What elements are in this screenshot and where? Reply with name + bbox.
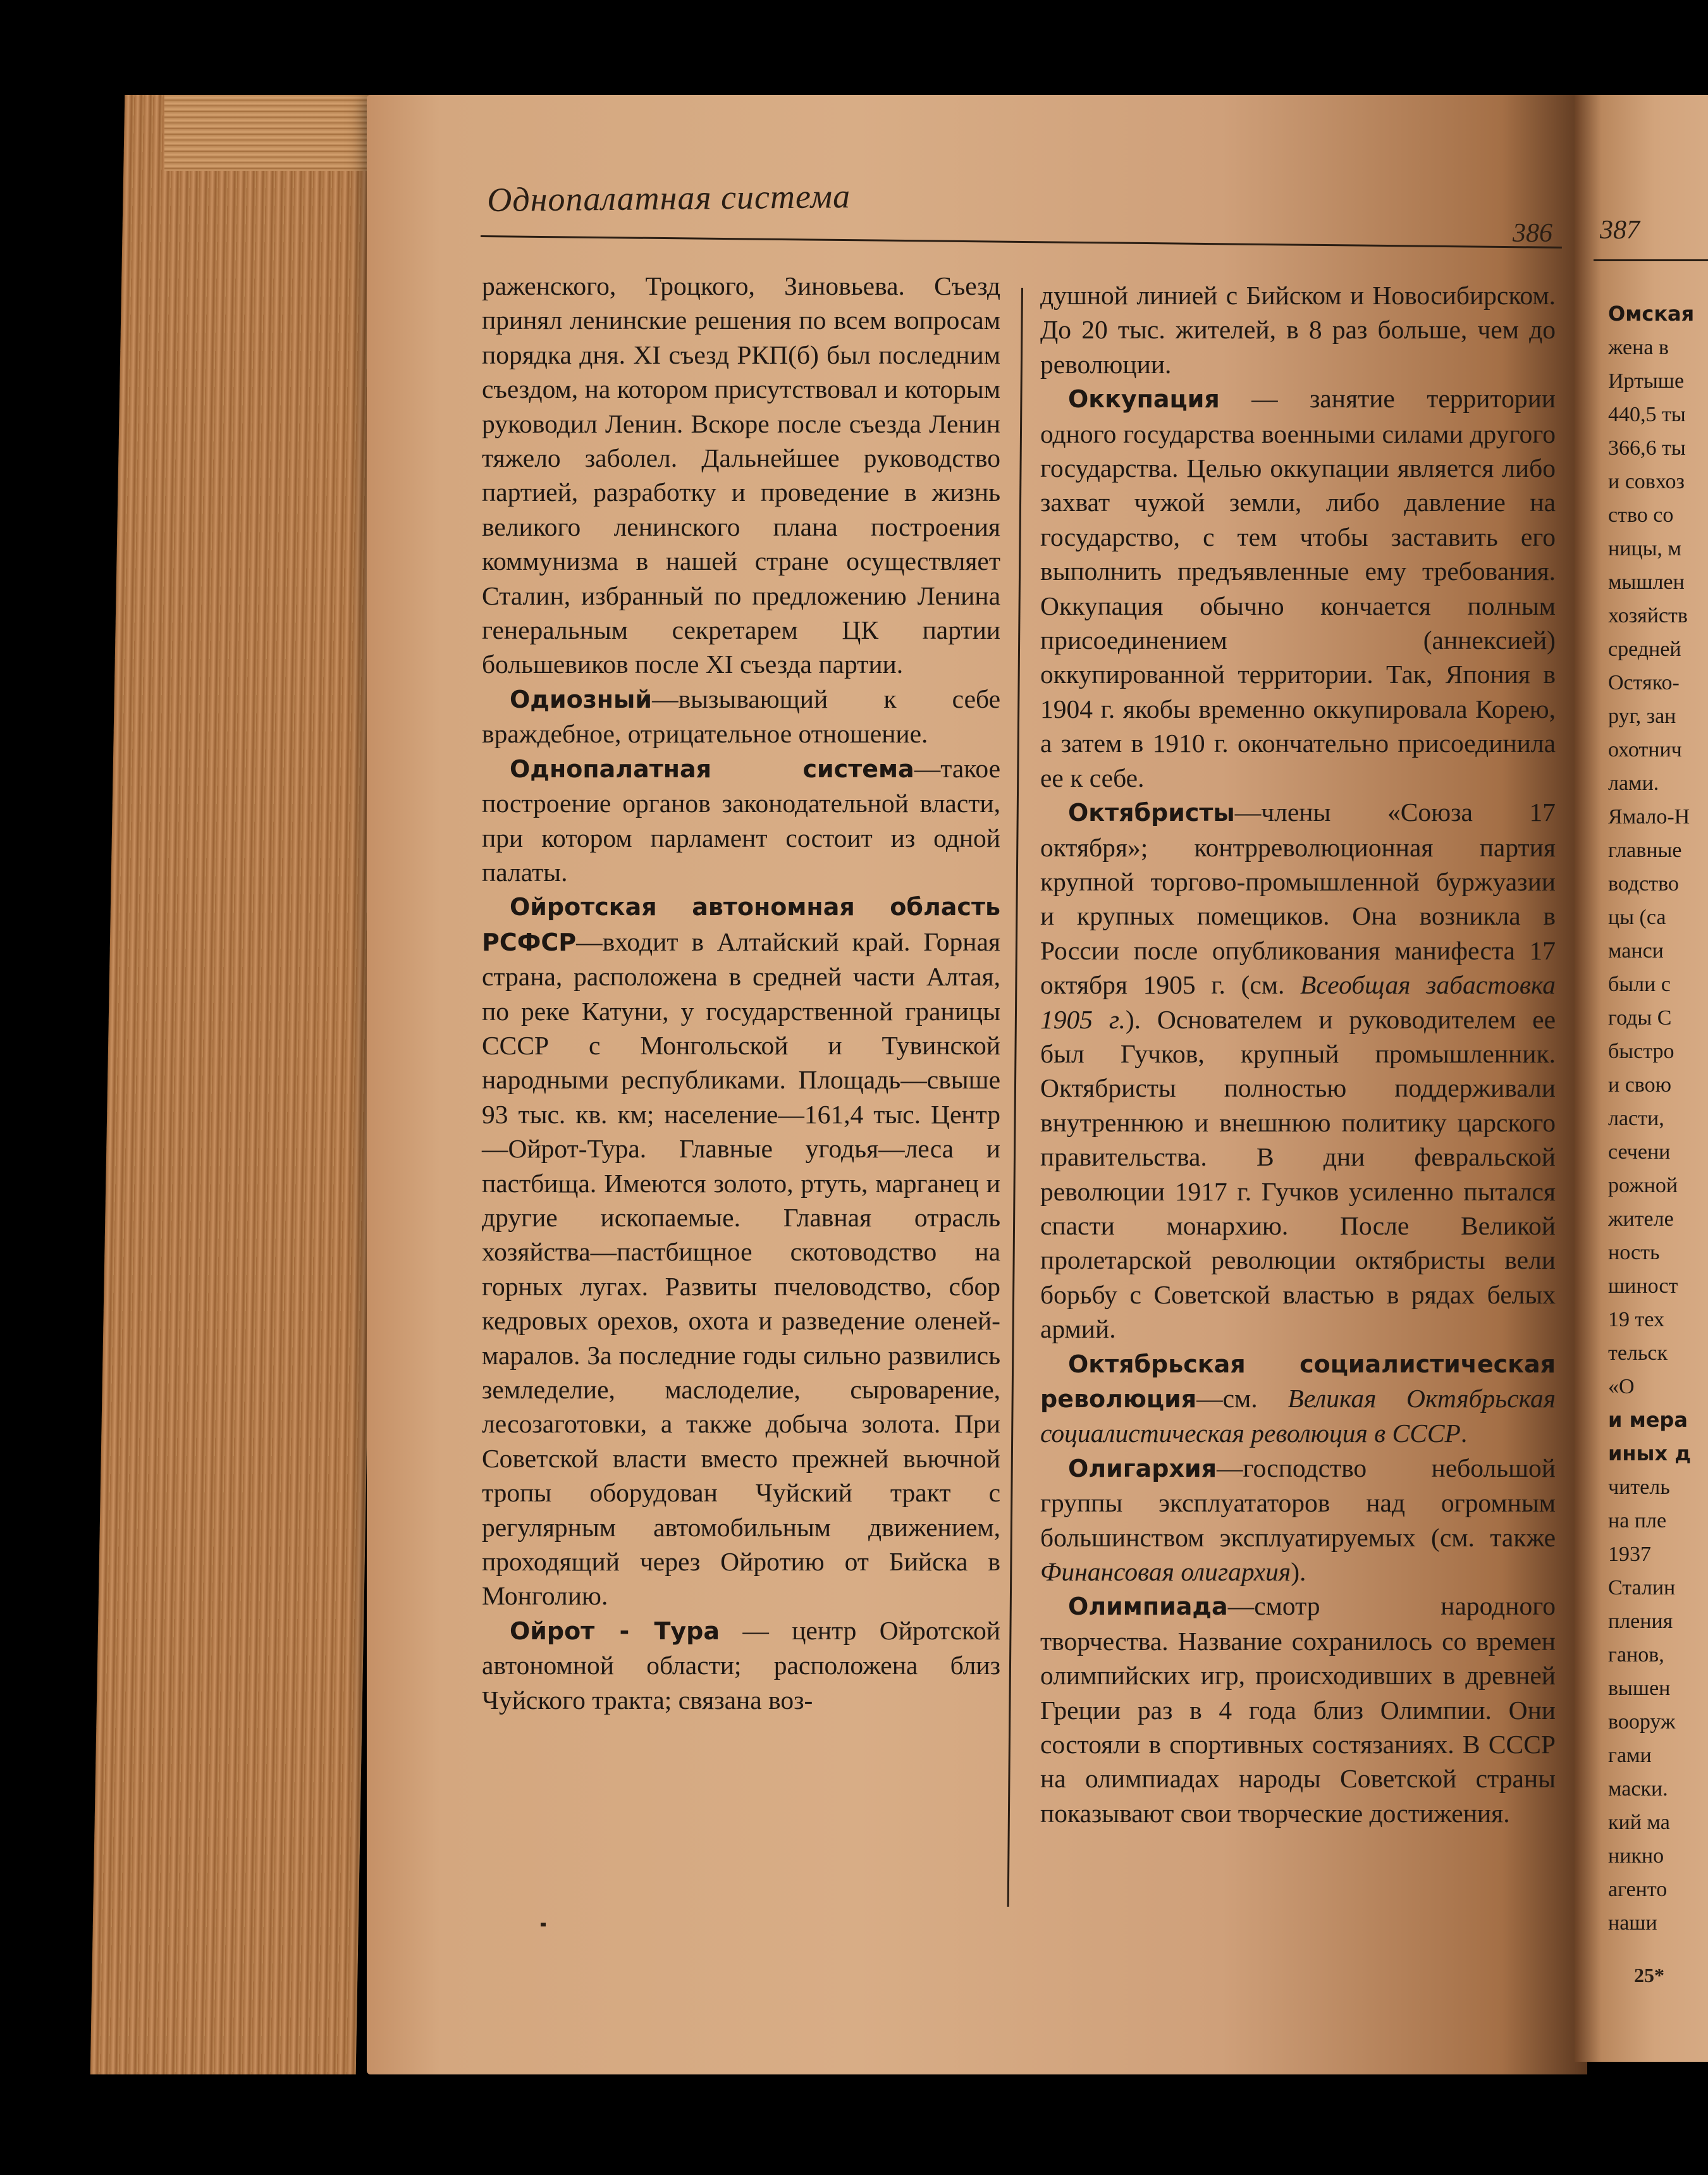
right-page-line: кий ма: [1608, 1811, 1670, 1834]
entry-text: —члены «Союза 17 октября»; контрреволюционная партия крупной торгово-промышленной буржуазии и крупных помещиков. Она возникла в России после опубликования манифеста 17 октября 1905 г. (см.: [1040, 798, 1556, 1000]
header-rule-right: [1594, 259, 1708, 261]
entry-term: Оккупация: [1068, 385, 1220, 414]
right-page-line: средней: [1608, 638, 1681, 661]
entry-term: Однопалатная система: [510, 755, 914, 783]
right-page-line: Сталин: [1608, 1576, 1676, 1599]
right-page-line: быстро: [1608, 1040, 1674, 1063]
entry-text: раженского, Троцкого, Зиновьева. Съезд принял ленинские решения по всем вопросам порядка дня. XI съезд РКП(б) был последним съездом, на котором присутствовал и которым руководил Ленин. Вскоре после съезда Ленин тяжело заболел. Дальнейшее руководство партией, разработку и проведение в жизнь великого ленинского плана построения коммунизма в нашей стране осуществляет Сталин, избранный по предложению Ленина генеральным секретарем ЦК партии большевиков после XI съезда партии.: [482, 271, 1000, 679]
right-page-line: вышен: [1608, 1677, 1671, 1700]
right-page-line: пления: [1608, 1610, 1673, 1633]
page-edges: [90, 95, 391, 2074]
entry-term: Олимпиада: [1068, 1593, 1228, 1621]
right-page-line: руг, зан: [1608, 705, 1676, 728]
entry-text: —входит в Алтайский край. Горная страна, расположена в средней части Алтая, по реке Катуни, у государственной границы СССР с Монгольской и Тувинской народными республиками. Площадь—свыше 93 тыс. кв. км; население—161,4 тыс. Центр—Ойрот-Тура. Главные угодья—леса и пастбища. Имеются золото, ртуть, марганец и другие ископаемые. Главная отрасль хозяйства—пастбищное скотоводство на горных лугах. Развиты пчеловодство, сбор кедровых орехов, охота и разведение оленей-маралов. За последние годы сильно развились земледелие, маслоделие, сыроварение, лесозаготовки, а также добыча золота. При Советской власти вместо прежней вьючной тропы оборудован Чуйский тракт с регулярным автомобильным движением, проходящий через Ойротию от Бийска в Монголию.: [482, 927, 1000, 1611]
right-page-line: 440,5 ты: [1608, 403, 1686, 426]
right-page-line: иных д: [1608, 1441, 1692, 1465]
right-page-line: водство: [1608, 872, 1679, 896]
signature-mark: 25*: [1634, 1964, 1664, 1987]
entry-term: Ойрот - Тура: [510, 1617, 720, 1645]
entry-term: Октябрьская социалистическая революция: [1040, 1350, 1556, 1413]
entry-text: душной линией с Бийском и Новосибирском. До 20 тыс. жителей, в 8 раз больше, чем до революции.: [1040, 281, 1556, 379]
dictionary-entry: [1040, 1589, 1556, 1830]
entry-text-tail: .: [1460, 1419, 1468, 1448]
right-page-line: ганов,: [1608, 1643, 1664, 1667]
right-page-line: ласти,: [1608, 1107, 1664, 1130]
entry-text: — занятие территории одного государства военными силами другого государства. Целью оккупации является либо захват чужой земли, либо давление на государство, с тем чтобы заставить его выполнить предъявленные ему требования. Оккупация обычно кончается полным присоединением (аннексией) оккупированной территории. Так, Япония в 1904 г. якобы временно оккупировала Корею, а затем в 1910 г. окончательно присоединила ее к себе.: [1040, 384, 1556, 792]
entry-text: — центр Ойротской автономной области; расположена близ Чуйского тракта; связана воз-: [482, 1615, 1000, 1715]
entry-text: —господство небольшой группы эксплуататоров над огромным большинством эксплуатируемых (см. также: [1040, 1453, 1556, 1552]
right-page-line: главные: [1608, 839, 1682, 862]
right-page-line: были с: [1608, 973, 1671, 996]
right-page-line: ницы, м: [1608, 537, 1681, 560]
right-page-line: мышлен: [1608, 570, 1685, 594]
right-page-line: охотнич: [1608, 738, 1682, 761]
entry-text: —смотр народного творчества. Название сохранилось со времен олимпийских игр, происходивших в древней Греции раз в 4 года близ Олимпии. Они состояли в спортивных состязаниях. В СССР на олимпиадах народы Советской страны показывают свои творческие достижения.: [1040, 1591, 1556, 1828]
dictionary-entry: [482, 1613, 1000, 1717]
right-page-line: маски.: [1608, 1777, 1668, 1801]
dictionary-entry: [482, 682, 1000, 751]
right-page-line: гами: [1608, 1744, 1652, 1767]
right-page-line: сечени: [1608, 1140, 1671, 1164]
right-page-line: Иртыше: [1608, 369, 1685, 393]
entry-term: Октябристы: [1068, 799, 1235, 827]
left-column: [482, 269, 1000, 1717]
right-page-line: «О: [1608, 1375, 1635, 1398]
page-number-right: 387: [1600, 216, 1640, 245]
right-page-line: Омская: [1608, 302, 1695, 326]
right-page-line: ство со: [1608, 503, 1674, 527]
right-page-line: 1937: [1608, 1543, 1651, 1566]
right-page-line: жителе: [1608, 1207, 1674, 1231]
right-page-line: Ямало-Н: [1608, 805, 1690, 829]
entry-text: —такое построение органов законодательной власти, при котором парламент состоит из одной палаты.: [482, 753, 1000, 887]
running-head: Однопалатная система: [487, 176, 851, 219]
right-page-line: манси: [1608, 939, 1664, 963]
right-page-line: никно: [1608, 1844, 1664, 1868]
right-page-line: агенто: [1608, 1878, 1668, 1901]
right-page-line: 366,6 ты: [1608, 436, 1686, 460]
cross-reference: Всеобщая забастовка 1905 г.: [1040, 970, 1556, 1034]
right-page-line: и совхоз: [1608, 470, 1685, 493]
right-page-line: читель: [1608, 1476, 1670, 1499]
right-page-line: лами.: [1608, 772, 1659, 795]
dictionary-entry: [1040, 1346, 1556, 1451]
dictionary-entry: [482, 751, 1000, 890]
entry-text: —см.: [1196, 1384, 1288, 1413]
entry-text-tail: ). Основателем и руководителем ее был Гучков, крупный промышленник. Октябристы полностью поддерживали внутреннюю и внешнюю политику царского правительства. В дни февральской революции 1917 г. Гучков усиленно пытался спасти монархию. После Великой пролетарской революции октябристы вели борьбу с Советской властью в рядах белых армий.: [1040, 1004, 1556, 1344]
cross-reference: Великая Октябрьская социалистическая революция в СССР: [1040, 1384, 1556, 1448]
right-page-line: шиност: [1608, 1274, 1678, 1298]
right-page-line: тельск: [1608, 1341, 1668, 1365]
entry-term: Одиозный: [510, 685, 653, 713]
right-page-line: и свою: [1608, 1073, 1672, 1097]
entry-text: —вызывающий к себе враждебное, отрицательное отношение.: [482, 684, 1000, 749]
right-page-line: рожной: [1608, 1174, 1678, 1197]
ink-dot: [541, 1923, 546, 1926]
paragraph: [1040, 278, 1556, 381]
entry-text-tail: ).: [1291, 1557, 1306, 1587]
dictionary-entry: [482, 889, 1000, 1613]
right-page-line: хозяйств: [1608, 604, 1688, 627]
entry-term: Олигархия: [1068, 1454, 1217, 1482]
dictionary-entry: [1040, 381, 1556, 795]
right-page-line: на пле: [1608, 1509, 1667, 1532]
right-page-line: жена в: [1608, 336, 1669, 359]
right-page-line: Остяко-: [1608, 671, 1680, 694]
right-page-line: ность: [1608, 1241, 1660, 1264]
right-page-line: 19 тех: [1608, 1308, 1665, 1331]
right-page-column: [1608, 297, 1708, 1940]
middle-column: [1040, 278, 1556, 1830]
right-page-line: наши: [1608, 1911, 1657, 1935]
right-page-line: вооруж: [1608, 1710, 1676, 1734]
right-page-line: годы С: [1608, 1006, 1672, 1030]
right-page-line: цы (са: [1608, 906, 1666, 929]
page-edges-top: [164, 95, 392, 171]
dictionary-entry: [1040, 795, 1556, 1346]
paragraph: [482, 269, 1000, 682]
right-page-line: и мера: [1608, 1408, 1688, 1432]
cross-reference: Финансовая олигархия: [1040, 1557, 1291, 1587]
dictionary-entry: [1040, 1451, 1556, 1589]
page-number-left: 386: [1513, 219, 1552, 248]
entry-term: Ойротская автономная область РСФСР: [482, 893, 1000, 956]
